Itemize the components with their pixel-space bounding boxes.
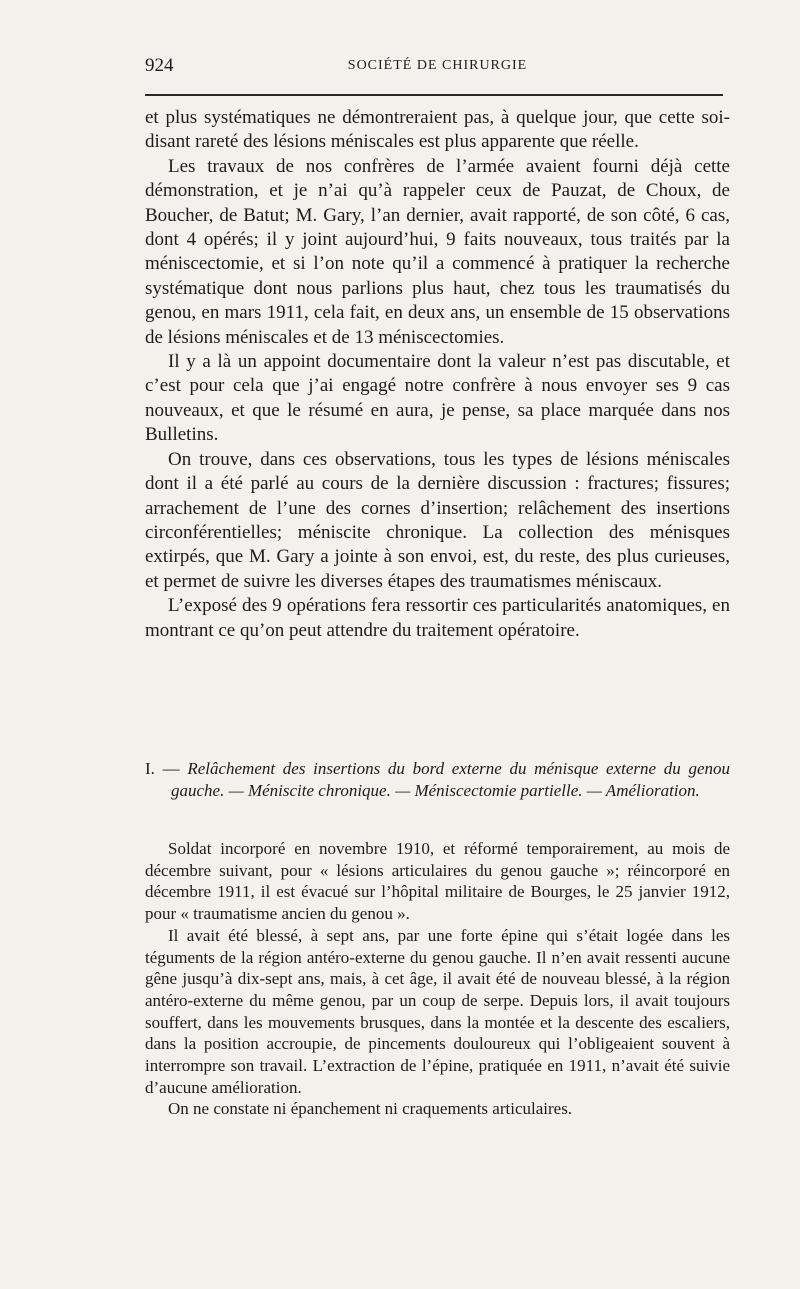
page-header [145,55,730,81]
paragraph: On trouve, dans ces observations, tous les types de lésions méniscales dont il a été parlé au cours de la dernière discussion : fractures; fissures; arrachement de l’une des cornes d’insertion; relâchement des insertions circonférentielles; méniscite chronique. La collection des ménisques extirpés, que M. Gary a jointe à son envoi, est, du reste, des plus curieuses, et permet de suivre les diverses étapes des traumatismes méniscaux. [145,448,730,592]
main-text [145,106,730,643]
case-body [145,838,730,1120]
paragraph: Il y a là un appoint documentaire dont la valeur n’est pas discutable, et c’est pour cela que j’ai engagé notre confrère à nous envoyer ses 9 cas nouveaux, et que le résumé en aura, je pense, sa place marquée dans nos Bulletins. [145,351,730,446]
paragraph: L’exposé des 9 opérations fera ressortir ces particularités anatomiques, en montrant ce qu’on peut attendre du traitement opératoire. [145,595,730,641]
case-number: I. — [145,759,180,778]
paragraph: Les travaux de nos confrères de l’armée avaient fourni déjà cette démonstration, et je n’ai qu’à rappeler ceux de Pauzat, de Choux, de Boucher, de Batut; M. Gary, l’an dernier, avait rapporté, de son côté, 6 cas, dont 4 opérés; il y joint aujourd’hui, 9 faits nouveaux, tous traités par la méniscectomie, et si l’on note qu’il a commencé à pratiquer la recherche systématique dont nous parlions plus haut, chez tous les traumatisés du genou, en mars 1911, cela fait, en deux ans, un ensemble de 15 observations de lésions méniscales et de 13 méniscectomies. [145,155,730,348]
header-rule [145,94,723,96]
case-paragraph: On ne constate ni épanchement ni craquements articulaires. [168,1099,573,1119]
paragraph-continued: et plus systématiques ne démontreraient pas, à quelque jour, que cette soi-disant rareté des lésions méniscales est plus apparente que réelle. [145,107,730,153]
page-number: 924 [145,55,174,76]
case-title: Relâchement des insertions du bord externe du ménisque externe du genou gauche. — Méniscite chronique. — Méniscectomie partielle. — Amélioration. [171,759,731,800]
case-paragraph: Soldat incorporé en novembre 1910, et réformé temporairement, au mois de décembre suivant, pour « lésions articulaires du genou gauche »; réincorporé en décembre 1911, il est évacué sur l’hôpital militaire de Bourges, le 25 janvier 1912, pour « traumatisme ancien du genou ». [145,839,730,924]
case-paragraph: Il avait été blessé, à sept ans, par une forte épine qui s’était logée dans les téguments de la région antéro-externe du genou gauche. Il n’en avait ressenti aucune gêne jusqu’à dix-sept ans, mais, à cet âge, il avait été de nouveau blessé, à la région antéro-externe du même genou, par un coup de serpe. Depuis lors, il avait toujours souffert, dans les mouvements brusques, dans la montée et la descente des escaliers, dans la position accroupie, de pincements douloureux qui l’obligeaient souvent à interrompre son travail. L’extraction de l’épine, pratiquée en 1911, n’avait été suivie d’aucune amélioration. [145,925,730,1097]
case-heading [145,758,730,802]
running-head: SOCIÉTÉ DE CHIRURGIE [347,58,528,73]
